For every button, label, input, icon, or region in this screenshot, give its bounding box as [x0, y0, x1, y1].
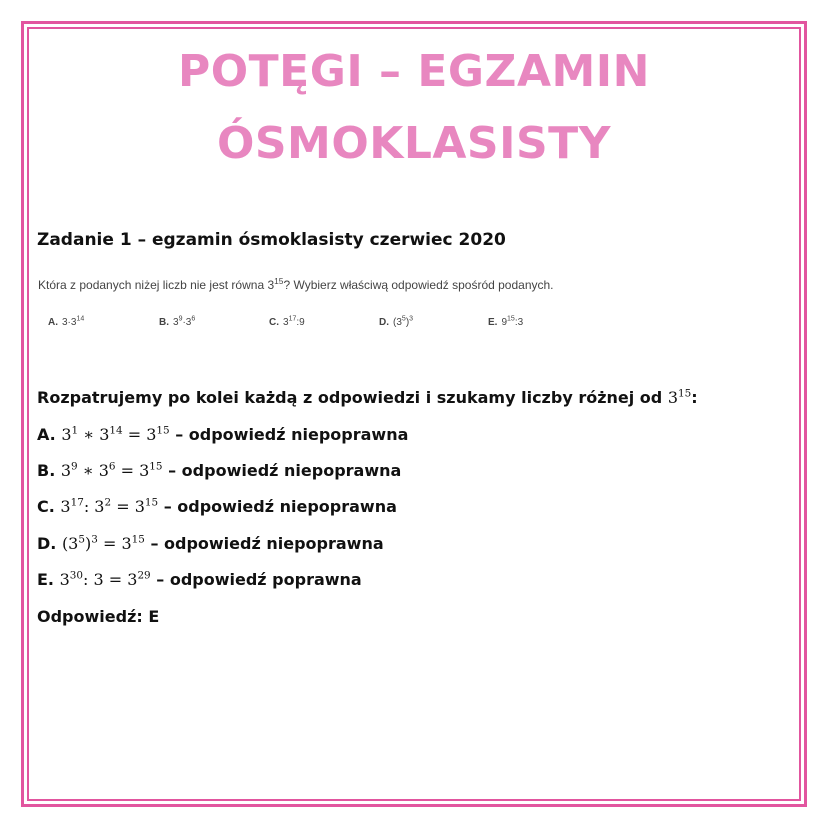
solution-line-a: [37, 425, 408, 444]
solution-line-b: [37, 461, 401, 480]
option-exp2: 6: [191, 315, 196, 323]
option-e: [488, 317, 523, 328]
solution-label: A.: [37, 425, 56, 444]
option-exp2: 3: [409, 315, 414, 323]
solution-verdict: – odpowiedź niepoprawna: [175, 425, 409, 444]
solution-line-d: [37, 534, 384, 553]
title-line-1: POTĘGI – EGZAMIN: [178, 46, 650, 97]
option-label: E.: [488, 317, 498, 328]
solution-line-c: [37, 497, 397, 516]
option-tail: ): [405, 317, 410, 328]
option-b: [159, 317, 195, 328]
solution-equation: $3^{17}$: $3^2 = 3^{15}$: [60, 496, 159, 516]
option-exp: 5: [401, 315, 406, 323]
option-tail: :9: [296, 317, 305, 328]
final-answer: Odpowiedź: E: [37, 607, 160, 626]
answer-options: [48, 317, 568, 333]
solution-label: E.: [37, 570, 55, 589]
option-label: C.: [269, 317, 279, 328]
option-expr: 3: [173, 317, 179, 328]
question-text-before: Która z podanych niżej liczb nie jest równa 3: [38, 278, 275, 292]
option-exp: 15: [507, 315, 515, 323]
solution-intro-text: Rozpatrujemy po kolei każdą z odpowiedzi i szukamy liczby różnej od: [37, 388, 668, 407]
option-expr: 9: [501, 317, 508, 328]
option-d: [379, 317, 413, 328]
solution-label: B.: [37, 461, 56, 480]
solution-equation: $(3^5)^3 = 3^{15}$: [61, 533, 145, 553]
solution-label: C.: [37, 497, 55, 516]
question-text: [38, 277, 558, 293]
option-label: B.: [159, 317, 169, 328]
title-line-2: ÓSMOKLASISTY: [216, 118, 612, 169]
solution-intro-exp: 15: [678, 387, 692, 400]
question-text-after: ? Wybierz właściwą odpowiedź spośród podanych.: [283, 278, 554, 292]
option-exp: 14: [76, 315, 85, 323]
solution-verdict: – odpowiedź niepoprawna: [168, 461, 402, 480]
solution-equation: $3^1$ ∗ $3^{14} = 3^{15}$: [61, 424, 170, 444]
solution-intro-math: $3^{15}$: [667, 387, 692, 407]
option-a: [48, 317, 84, 328]
option-exp: 9: [178, 315, 183, 323]
option-label: D.: [379, 317, 389, 328]
option-tail: :3: [514, 317, 524, 328]
question-exponent: 15: [274, 276, 284, 286]
page-title: [30, 36, 798, 180]
solution-verdict: – odpowiedź poprawna: [156, 570, 362, 589]
option-tail: ·3: [182, 317, 192, 328]
option-expr: (3: [393, 317, 402, 328]
solution-label: D.: [37, 534, 57, 553]
solution-verdict: – odpowiedź niepoprawna: [163, 497, 397, 516]
solution-verdict: – odpowiedź niepoprawna: [150, 534, 384, 553]
task-heading: Zadanie 1 – egzamin ósmoklasisty czerwiec 2020: [37, 230, 506, 250]
option-exp: 17: [288, 315, 297, 323]
option-label: A.: [48, 317, 58, 328]
option-expr: 3: [283, 317, 289, 328]
solution-intro: Rozpatrujemy po kolei każdą z odpowiedzi i szukamy liczby różnej od $3^{15}$:: [37, 387, 698, 407]
solution-line-e: [37, 570, 362, 589]
solution-equation: $3^9$ ∗ $3^6 = 3^{15}$: [60, 460, 163, 480]
solution-equation: $3^{30}$: $3 = 3^{29}$: [59, 569, 151, 589]
option-c: [269, 317, 305, 328]
option-expr: 3·3: [62, 317, 77, 328]
